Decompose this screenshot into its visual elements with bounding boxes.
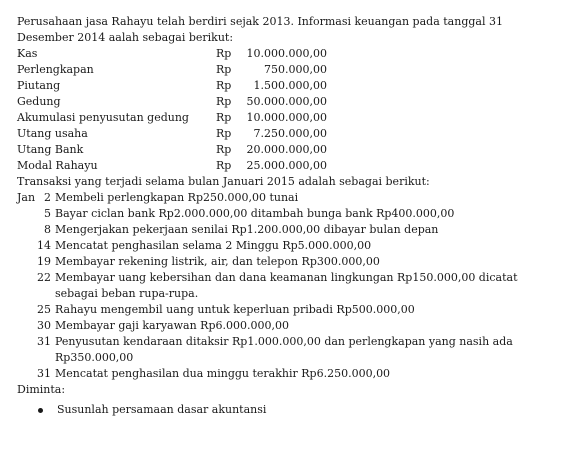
transaction-text: Membayar gaji karyawan Rp6.000.000,00 xyxy=(55,319,289,332)
transaction-row xyxy=(17,238,557,254)
account-name: Utang usaha xyxy=(17,127,88,140)
account-amount: 50.000.000,00 xyxy=(246,95,327,108)
transaction-day: 8 xyxy=(44,223,51,236)
transaction-day: 22 xyxy=(37,271,51,284)
transaction-row xyxy=(17,270,557,302)
account-name: Modal Rahayu xyxy=(17,159,98,172)
balance-row xyxy=(17,78,557,94)
currency: Rp xyxy=(216,143,232,156)
transaction-row xyxy=(17,254,557,270)
transaction-day: 31 xyxy=(37,335,51,348)
account-amount: 25.000.000,00 xyxy=(246,159,327,172)
transaction-row xyxy=(17,366,557,382)
balance-row xyxy=(17,158,557,174)
account-amount: 10.000.000,00 xyxy=(246,111,327,124)
account-amount: 7.250.000,00 xyxy=(253,127,327,140)
transactions-heading: Transaksi yang terjadi selama bulan Januari 2015 adalah sebagai berikut: xyxy=(17,175,430,188)
transaction-row xyxy=(17,190,557,206)
balance-row xyxy=(17,142,557,158)
transaction-row xyxy=(17,206,557,222)
currency: Rp xyxy=(216,79,232,92)
transaction-text: Rahayu mengembil uang untuk keperluan pribadi Rp500.000,00 xyxy=(55,303,415,316)
currency: Rp xyxy=(216,47,232,60)
account-amount: 1.500.000,00 xyxy=(253,79,327,92)
transaction-row xyxy=(17,334,557,366)
account-name: Akumulasi penyusutan gedung xyxy=(17,111,189,124)
currency: Rp xyxy=(216,159,232,172)
transaction-list xyxy=(17,190,557,382)
task-item-text: Susunlah persamaan dasar akuntansi xyxy=(57,403,267,416)
account-name: Kas xyxy=(17,47,38,60)
balance-row xyxy=(17,94,557,110)
transaction-day: 2 xyxy=(44,191,51,204)
transaction-text: Mencatat penghasilan dua minggu terakhir Rp6.250.000,00 xyxy=(55,367,391,380)
account-name: Piutang xyxy=(17,79,61,92)
document xyxy=(17,14,557,418)
account-name: Perlengkapan xyxy=(17,63,94,76)
bullet-icon xyxy=(38,408,43,413)
transaction-text: Membeli perlengkapan Rp250.000,00 tunai xyxy=(55,191,299,204)
balance-list xyxy=(17,46,557,174)
transaction-day: 5 xyxy=(44,207,51,220)
transaction-month: Jan xyxy=(17,191,36,204)
intro-line-1: Perusahaan jasa Rahayu telah berdiri sejak 2013. Informasi keuangan pada tanggal 31 xyxy=(17,15,503,28)
transaction-day: 19 xyxy=(37,255,51,268)
balance-row xyxy=(17,110,557,126)
currency: Rp xyxy=(216,127,232,140)
account-amount: 20.000.000,00 xyxy=(246,143,327,156)
account-amount: 750.000,00 xyxy=(264,63,327,76)
transaction-row xyxy=(17,302,557,318)
transaction-text: Mengerjakan pekerjaan senilai Rp1.200.000,00 dibayar bulan depan xyxy=(55,223,439,236)
intro-line-2: Desember 2014 aalah sebagai berikut: xyxy=(17,31,234,44)
transaction-text: Mencatat penghasilan selama 2 Minggu Rp5.000.000,00 xyxy=(55,239,372,252)
transaction-day: 14 xyxy=(37,239,51,252)
currency: Rp xyxy=(216,63,232,76)
account-name: Gedung xyxy=(17,95,61,108)
transaction-row xyxy=(17,222,557,238)
account-amount: 10.000.000,00 xyxy=(246,47,327,60)
balance-row xyxy=(17,46,557,62)
balance-row xyxy=(17,126,557,142)
currency: Rp xyxy=(216,95,232,108)
transaction-text: Membayar rekening listrik, air, dan telepon Rp300.000,00 xyxy=(55,255,380,268)
transaction-text: Penyusutan kendaraan ditaksir Rp1.000.000,00 dan perlengkapan yang nasih ada Rp350.000,00 xyxy=(55,335,513,364)
transaction-text: Bayar ciclan bank Rp2.000.000,00 ditambah bunga bank Rp400.000,00 xyxy=(55,207,455,220)
transaction-day: 31 xyxy=(37,367,51,380)
balance-row xyxy=(17,62,557,78)
currency: Rp xyxy=(216,111,232,124)
transaction-day: 30 xyxy=(37,319,51,332)
task-item xyxy=(17,402,557,418)
transaction-day: 25 xyxy=(37,303,51,316)
transaction-text: Membayar uang kebersihan dan dana keamanan lingkungan Rp150.000,00 dicatat sebagai beban rupa-rupa. xyxy=(55,271,518,300)
transaction-row xyxy=(17,318,557,334)
account-name: Utang Bank xyxy=(17,143,84,156)
task-heading: Diminta: xyxy=(17,383,66,396)
